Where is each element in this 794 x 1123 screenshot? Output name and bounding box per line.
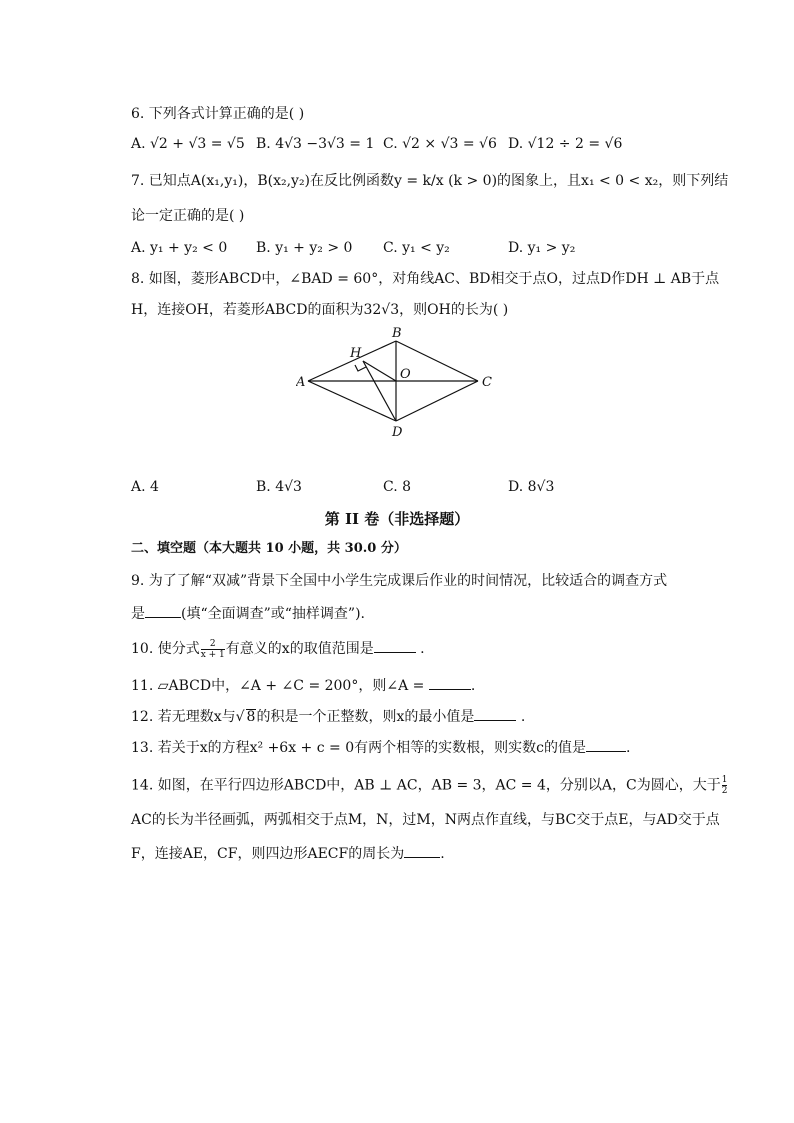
fill-in-section-header: 二、填空题（本大题共 10 小题，共 30.0 分） (131, 541, 407, 556)
q8-option-d: D. 8√3 (508, 479, 555, 495)
label-c: C (482, 375, 492, 390)
q9-stem-line2 (131, 603, 365, 624)
q14-stem-line1 (131, 775, 728, 796)
q14-stem-line3 (131, 843, 445, 864)
q10-fraction (201, 639, 225, 660)
q8-option-b: B. 4√3 (256, 479, 302, 495)
q13-answer-blank[interactable] (586, 737, 626, 752)
q14-line3-end: . (440, 846, 445, 862)
label-d: D (392, 425, 403, 440)
q8-option-a: A. 4 (131, 479, 159, 495)
q10-suffix: 有意义的x的取值范围是 (225, 641, 374, 657)
q13-stem (131, 737, 630, 758)
q9-line2-prefix: 是 (131, 606, 145, 622)
q12-suffix: 的积是一个正整数，则x的最小值是 (256, 709, 475, 725)
q12-answer-blank[interactable] (474, 706, 516, 721)
rhombus-figure (296, 323, 496, 441)
q8-option-c: C. 8 (383, 479, 412, 495)
right-angle-mark (355, 365, 366, 371)
label-o: O (400, 367, 411, 382)
q7-options (131, 238, 731, 258)
q10-fraction-numerator: 2 (209, 638, 216, 649)
q9-answer-blank[interactable] (145, 603, 181, 618)
label-h: H (350, 346, 362, 361)
label-b: B (392, 326, 402, 341)
q12-prefix: 12. 若无理数x与 (131, 709, 236, 725)
q10-stem (131, 638, 425, 660)
q8-options (131, 477, 731, 497)
q7-option-d: D. y₁ > y₂ (508, 240, 576, 256)
q10-prefix: 10. 使分式 (131, 641, 200, 657)
q7-option-c: C. y₁ < y₂ (383, 240, 450, 256)
q9-line2-suffix: (填“全面调查”或“抽样调查”). (181, 606, 366, 622)
q9-stem-line1: 9. 为了了解“双减”背景下全国中小学生完成课后作业的时间情况，比较适合的调查方式 (131, 573, 668, 589)
q10-answer-blank[interactable] (374, 638, 416, 653)
q7-option-a: A. y₁ + y₂ < 0 (131, 240, 228, 256)
q13-text: 13. 若关于x的方程x² +6x + c = 0有两个相等的实数根，则实数c的值是 (131, 740, 586, 756)
q11-stem (131, 675, 475, 696)
q14-half-fraction (722, 775, 728, 796)
q14-line3-prefix: F，连接AE，CF，则四边形AECF的周长为 (131, 846, 405, 862)
q7-stem-line1: 7. 已知点A(x₁,y₁)，B(x₂,y₂)在反比例函数y = k/x (k > 0)的图象上，且x₁ < 0 < x₂，则下列结 (131, 173, 729, 189)
q6-stem: 6. 下列各式计算正确的是( ) (131, 106, 305, 122)
q11-end: . (470, 678, 476, 694)
q6-option-a: A. √2 + √3 = √5 (131, 136, 245, 152)
q7-option-b: B. y₁ + y₂ > 0 (256, 240, 353, 256)
q14-stem-line2: AC的长为半径画弧，两弧相交于点M，N，过M，N两点作直线，与BC交于点E，与AD交于点 (131, 812, 720, 828)
q10-fraction-denominator: x + 1 (200, 649, 225, 660)
label-a: A (296, 375, 306, 390)
q12-radicand: 8 (246, 709, 256, 725)
section-2-title: 第 II 卷（非选择题） (324, 510, 470, 528)
q7-stem-line2: 论一定正确的是( ) (131, 208, 245, 224)
q10-end: . (415, 641, 425, 657)
segment-cd (396, 381, 478, 421)
q6-option-b: B. 4√3 −3√3 = 1 (256, 136, 375, 152)
q14-answer-blank[interactable] (404, 843, 440, 858)
q6-options (131, 134, 731, 154)
q14-line1-text: 14. 如图，在平行四边形ABCD中，AB ⊥ AC，AB = 3，AC = 4，分别以A，C为圆心，大于 (131, 777, 721, 794)
segment-da (308, 381, 396, 421)
q6-option-d: D. √12 ÷ 2 = √6 (508, 136, 623, 152)
q11-text: 11. ▱ABCD中，∠A + ∠C = 200°，则∠A = (131, 678, 429, 694)
segment-dh (363, 361, 396, 421)
q8-stem-line1: 8. 如图，菱形ABCD中，∠BAD = 60°，对角线AC、BD相交于点O，过点D作DH ⊥ AB于点 (131, 271, 720, 287)
q13-end: . (625, 740, 631, 756)
q12-end: . (516, 709, 526, 725)
q14-fraction-numerator: 1 (721, 775, 728, 785)
q6-option-c: C. √2 × √3 = √6 (383, 136, 497, 152)
q12-stem: 12. 若无理数x与√ 8的积是一个正整数，则x的最小值是 . (131, 706, 525, 727)
q11-answer-blank[interactable] (429, 675, 471, 690)
q8-stem-line2: H，连接OH，若菱形ABCD的面积为32√3，则OH的长为( ) (131, 302, 509, 318)
q14-fraction-denominator: 2 (721, 786, 728, 796)
